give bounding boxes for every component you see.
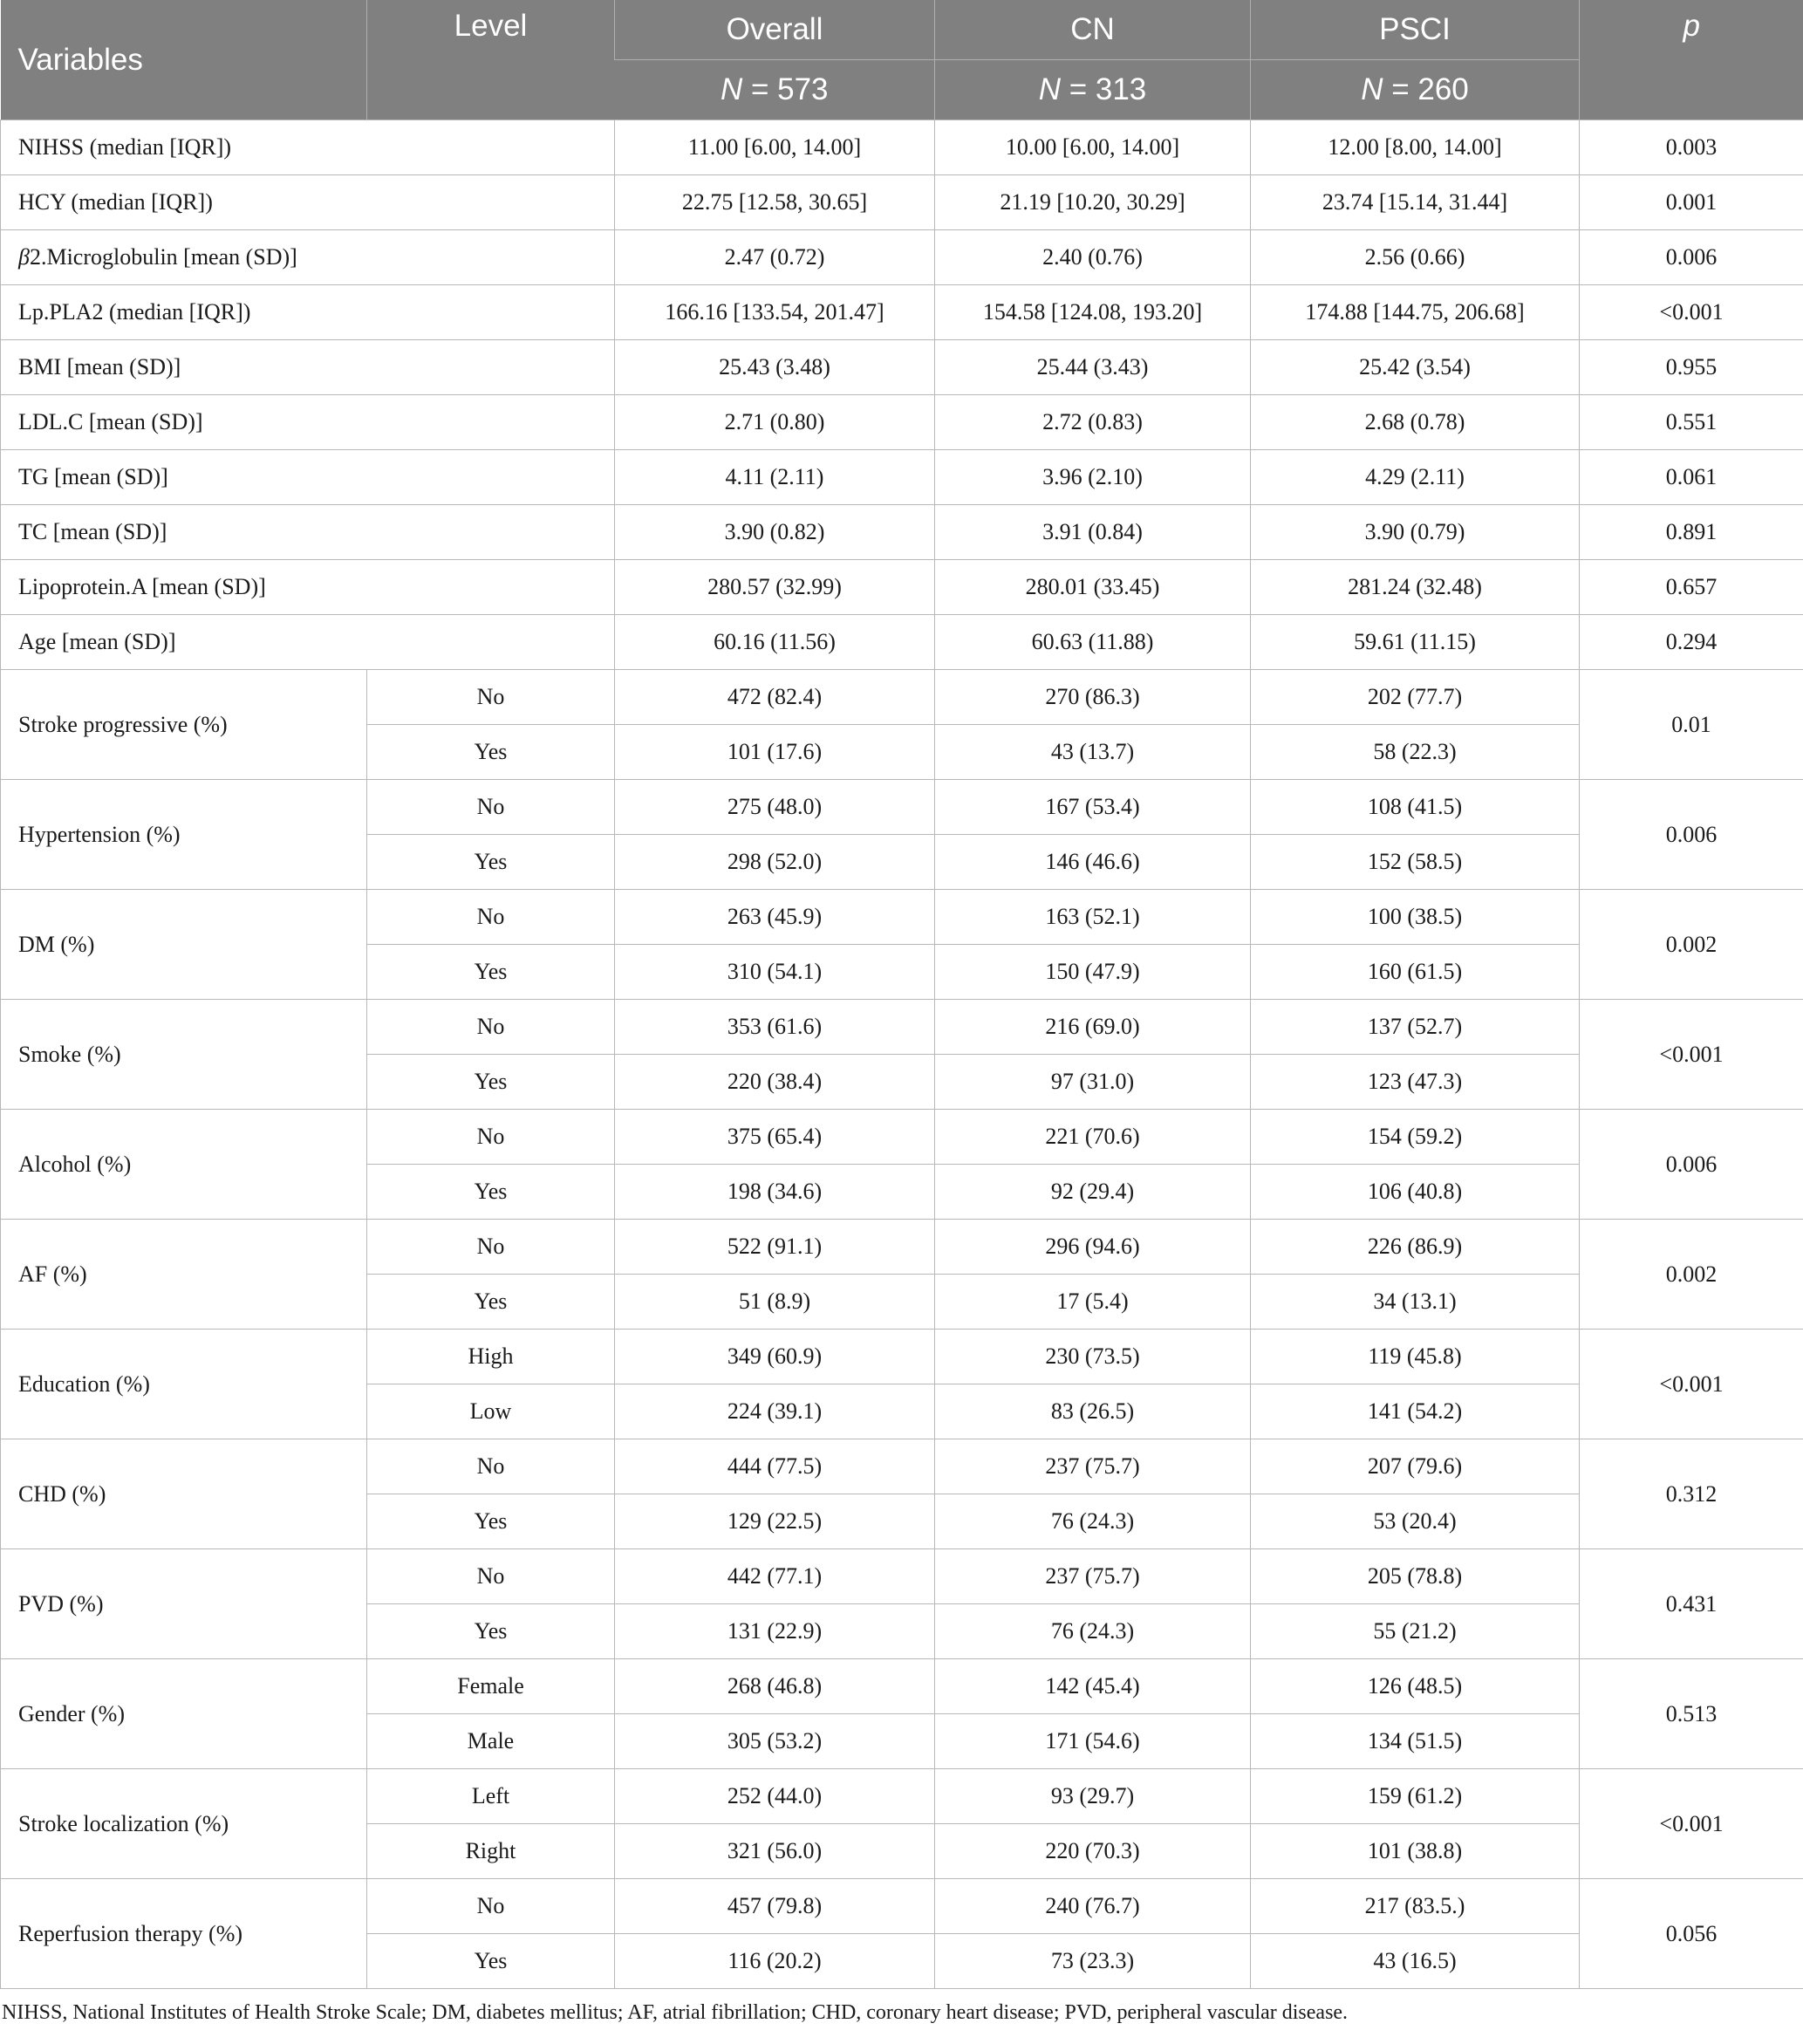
table-row [1, 175, 1803, 230]
table-row [1, 1439, 1803, 1494]
variable-cell [1, 230, 615, 285]
cn-cell: 3.96 (2.10) [935, 450, 1251, 505]
cn-cell: 21.19 [10.20, 30.29] [935, 175, 1251, 230]
variable-cell: Age [mean (SD)] [1, 615, 615, 670]
overall-cell: 522 (91.1) [615, 1220, 935, 1275]
variable-cell: NIHSS (median [IQR]) [1, 120, 615, 175]
table-row [1, 1549, 1803, 1604]
table-footnote: NIHSS, National Institutes of Health Stroke Scale; DM, diabetes mellitus; AF, atrial fibrillation; CHD, coronary heart disease; PVD, peripheral vascular disease. [2, 2001, 1349, 2024]
header-cn: CN [935, 0, 1251, 60]
level-cell: Yes [367, 1165, 615, 1220]
n-label: N [1361, 72, 1383, 106]
variable-cell: PVD (%) [1, 1549, 367, 1659]
n-label: N [1038, 72, 1061, 106]
variable-cell: Lp.PLA2 (median [IQR]) [1, 285, 615, 340]
cn-cell: 73 (23.3) [935, 1934, 1251, 1989]
variable-cell: AF (%) [1, 1220, 367, 1330]
psci-cell: 12.00 [8.00, 14.00] [1251, 120, 1580, 175]
overall-cell: 310 (54.1) [615, 945, 935, 1000]
variable-cell: LDL.C [mean (SD)] [1, 395, 615, 450]
cn-cell: 3.91 (0.84) [935, 505, 1251, 560]
variable-cell: Alcohol (%) [1, 1110, 367, 1220]
table-row [1, 120, 1803, 175]
variable-cell: Stroke progressive (%) [1, 670, 367, 780]
overall-cell: 22.75 [12.58, 30.65] [615, 175, 935, 230]
variable-cell: CHD (%) [1, 1439, 367, 1549]
overall-cell: 457 (79.8) [615, 1879, 935, 1934]
cn-cell: 10.00 [6.00, 14.00] [935, 120, 1251, 175]
n-psci-value: = 260 [1383, 72, 1469, 106]
table-body [1, 120, 1803, 1989]
overall-cell: 349 (60.9) [615, 1330, 935, 1384]
table-row [1, 450, 1803, 505]
p-cell: 0.294 [1580, 615, 1803, 670]
overall-cell: 444 (77.5) [615, 1439, 935, 1494]
level-cell: No [367, 670, 615, 725]
table-row [1, 1769, 1803, 1824]
level-cell: Right [367, 1824, 615, 1879]
header-n-overall [615, 60, 935, 120]
p-cell: 0.056 [1580, 1879, 1803, 1989]
variable-cell: Smoke (%) [1, 1000, 367, 1110]
level-cell: Yes [367, 725, 615, 780]
p-cell: 0.312 [1580, 1439, 1803, 1549]
psci-cell: 3.90 (0.79) [1251, 505, 1580, 560]
psci-cell: 205 (78.8) [1251, 1549, 1580, 1604]
overall-cell: 25.43 (3.48) [615, 340, 935, 395]
header-psci: PSCI [1251, 0, 1580, 60]
overall-cell: 275 (48.0) [615, 780, 935, 835]
p-cell: 0.513 [1580, 1659, 1803, 1769]
overall-cell: 129 (22.5) [615, 1494, 935, 1549]
level-cell: No [367, 1220, 615, 1275]
psci-cell: 2.56 (0.66) [1251, 230, 1580, 285]
overall-cell: 3.90 (0.82) [615, 505, 935, 560]
cn-cell: 25.44 (3.43) [935, 340, 1251, 395]
cn-cell: 93 (29.7) [935, 1769, 1251, 1824]
p-cell: 0.001 [1580, 175, 1803, 230]
overall-cell: 51 (8.9) [615, 1275, 935, 1330]
p-cell: 0.006 [1580, 230, 1803, 285]
table-row [1, 505, 1803, 560]
header-level: Level [367, 0, 615, 120]
overall-cell: 305 (53.2) [615, 1714, 935, 1769]
table-row [1, 1879, 1803, 1934]
cn-cell: 150 (47.9) [935, 945, 1251, 1000]
cn-cell: 280.01 (33.45) [935, 560, 1251, 615]
variable-cell: HCY (median [IQR]) [1, 175, 615, 230]
table-row [1, 615, 1803, 670]
p-cell: 0.551 [1580, 395, 1803, 450]
table-header [1, 0, 1803, 120]
psci-cell: 2.68 (0.78) [1251, 395, 1580, 450]
table-row [1, 1330, 1803, 1384]
overall-cell: 472 (82.4) [615, 670, 935, 725]
level-cell: Yes [367, 1494, 615, 1549]
level-cell: No [367, 1879, 615, 1934]
cn-cell: 17 (5.4) [935, 1275, 1251, 1330]
p-cell: <0.001 [1580, 285, 1803, 340]
table-row [1, 285, 1803, 340]
table-row [1, 780, 1803, 835]
level-cell: Low [367, 1384, 615, 1439]
p-cell: <0.001 [1580, 1000, 1803, 1110]
psci-cell: 4.29 (2.11) [1251, 450, 1580, 505]
table-row [1, 560, 1803, 615]
overall-cell: 280.57 (32.99) [615, 560, 935, 615]
variable-cell: Stroke localization (%) [1, 1769, 367, 1879]
psci-cell: 25.42 (3.54) [1251, 340, 1580, 395]
beta-symbol: β [18, 244, 30, 270]
cn-cell: 171 (54.6) [935, 1714, 1251, 1769]
table-row [1, 890, 1803, 945]
table-row [1, 670, 1803, 725]
p-cell: 0.891 [1580, 505, 1803, 560]
psci-cell: 137 (52.7) [1251, 1000, 1580, 1055]
overall-cell: 131 (22.9) [615, 1604, 935, 1659]
level-cell: Male [367, 1714, 615, 1769]
psci-cell: 106 (40.8) [1251, 1165, 1580, 1220]
level-cell: Yes [367, 945, 615, 1000]
overall-cell: 375 (65.4) [615, 1110, 935, 1165]
variable-cell: TG [mean (SD)] [1, 450, 615, 505]
level-cell: Yes [367, 1934, 615, 1989]
cn-cell: 76 (24.3) [935, 1604, 1251, 1659]
cn-cell: 216 (69.0) [935, 1000, 1251, 1055]
level-cell: Yes [367, 1275, 615, 1330]
table-row [1, 395, 1803, 450]
variable-cell: Reperfusion therapy (%) [1, 1879, 367, 1989]
level-cell: No [367, 1110, 615, 1165]
n-label: N [720, 72, 743, 106]
p-cell: <0.001 [1580, 1330, 1803, 1439]
psci-cell: 141 (54.2) [1251, 1384, 1580, 1439]
overall-cell: 198 (34.6) [615, 1165, 935, 1220]
overall-cell: 252 (44.0) [615, 1769, 935, 1824]
psci-cell: 53 (20.4) [1251, 1494, 1580, 1549]
psci-cell: 108 (41.5) [1251, 780, 1580, 835]
cn-cell: 167 (53.4) [935, 780, 1251, 835]
level-cell: High [367, 1330, 615, 1384]
p-cell: 0.061 [1580, 450, 1803, 505]
cn-cell: 237 (75.7) [935, 1439, 1251, 1494]
psci-cell: 207 (79.6) [1251, 1439, 1580, 1494]
table-row [1, 1000, 1803, 1055]
cn-cell: 92 (29.4) [935, 1165, 1251, 1220]
psci-cell: 59.61 (11.15) [1251, 615, 1580, 670]
level-cell: Yes [367, 1055, 615, 1110]
variable-cell: DM (%) [1, 890, 367, 1000]
cn-cell: 2.40 (0.76) [935, 230, 1251, 285]
overall-cell: 442 (77.1) [615, 1549, 935, 1604]
psci-cell: 100 (38.5) [1251, 890, 1580, 945]
header-overall: Overall [615, 0, 935, 60]
psci-cell: 43 (16.5) [1251, 1934, 1580, 1989]
n-overall-value: = 573 [742, 72, 829, 106]
header-p [1580, 0, 1803, 120]
overall-cell: 224 (39.1) [615, 1384, 935, 1439]
psci-cell: 126 (48.5) [1251, 1659, 1580, 1714]
level-cell: No [367, 1549, 615, 1604]
variable-cell: BMI [mean (SD)] [1, 340, 615, 395]
psci-cell: 55 (21.2) [1251, 1604, 1580, 1659]
p-cell: 0.657 [1580, 560, 1803, 615]
cn-cell: 220 (70.3) [935, 1824, 1251, 1879]
table-row [1, 230, 1803, 285]
cn-cell: 230 (73.5) [935, 1330, 1251, 1384]
overall-cell: 220 (38.4) [615, 1055, 935, 1110]
level-cell: Yes [367, 1604, 615, 1659]
cn-cell: 237 (75.7) [935, 1549, 1251, 1604]
cn-cell: 240 (76.7) [935, 1879, 1251, 1934]
p-cell: 0.002 [1580, 1220, 1803, 1330]
psci-cell: 217 (83.5.) [1251, 1879, 1580, 1934]
cn-cell: 296 (94.6) [935, 1220, 1251, 1275]
header-p-label: p [1683, 9, 1700, 43]
cn-cell: 146 (46.6) [935, 835, 1251, 890]
overall-cell: 11.00 [6.00, 14.00] [615, 120, 935, 175]
p-cell: 0.01 [1580, 670, 1803, 780]
overall-cell: 268 (46.8) [615, 1659, 935, 1714]
psci-cell: 202 (77.7) [1251, 670, 1580, 725]
n-cn-value: = 313 [1060, 72, 1147, 106]
table-row [1, 340, 1803, 395]
table-row [1, 1220, 1803, 1275]
cn-cell: 142 (45.4) [935, 1659, 1251, 1714]
table-row [1, 1659, 1803, 1714]
psci-cell: 101 (38.8) [1251, 1824, 1580, 1879]
level-cell: Female [367, 1659, 615, 1714]
overall-cell: 60.16 (11.56) [615, 615, 935, 670]
cn-cell: 163 (52.1) [935, 890, 1251, 945]
cn-cell: 221 (70.6) [935, 1110, 1251, 1165]
psci-cell: 159 (61.2) [1251, 1769, 1580, 1824]
overall-cell: 4.11 (2.11) [615, 450, 935, 505]
p-cell: 0.006 [1580, 1110, 1803, 1220]
overall-cell: 2.47 (0.72) [615, 230, 935, 285]
overall-cell: 321 (56.0) [615, 1824, 935, 1879]
overall-cell: 101 (17.6) [615, 725, 935, 780]
psci-cell: 154 (59.2) [1251, 1110, 1580, 1165]
variable-cell: Hypertension (%) [1, 780, 367, 890]
cn-cell: 76 (24.3) [935, 1494, 1251, 1549]
psci-cell: 134 (51.5) [1251, 1714, 1580, 1769]
level-cell: No [367, 890, 615, 945]
psci-cell: 119 (45.8) [1251, 1330, 1580, 1384]
p-cell: 0.431 [1580, 1549, 1803, 1659]
psci-cell: 152 (58.5) [1251, 835, 1580, 890]
cn-cell: 83 (26.5) [935, 1384, 1251, 1439]
psci-cell: 34 (13.1) [1251, 1275, 1580, 1330]
level-cell: No [367, 780, 615, 835]
overall-cell: 2.71 (0.80) [615, 395, 935, 450]
header-n-cn [935, 60, 1251, 120]
cn-cell: 2.72 (0.83) [935, 395, 1251, 450]
header-variables: Variables [1, 0, 367, 120]
overall-cell: 116 (20.2) [615, 1934, 935, 1989]
psci-cell: 123 (47.3) [1251, 1055, 1580, 1110]
overall-cell: 298 (52.0) [615, 835, 935, 890]
level-cell: Yes [367, 835, 615, 890]
p-cell: 0.006 [1580, 780, 1803, 890]
cn-cell: 154.58 [124.08, 193.20] [935, 285, 1251, 340]
cn-cell: 43 (13.7) [935, 725, 1251, 780]
psci-cell: 281.24 (32.48) [1251, 560, 1580, 615]
overall-cell: 166.16 [133.54, 201.47] [615, 285, 935, 340]
p-cell: 0.955 [1580, 340, 1803, 395]
cn-cell: 60.63 (11.88) [935, 615, 1251, 670]
header-n-psci [1251, 60, 1580, 120]
variable-text: 2.Microglobulin [mean (SD)] [29, 244, 297, 270]
p-cell: 0.003 [1580, 120, 1803, 175]
variable-cell: TC [mean (SD)] [1, 505, 615, 560]
level-cell: No [367, 1000, 615, 1055]
psci-cell: 160 (61.5) [1251, 945, 1580, 1000]
table-row [1, 1110, 1803, 1165]
psci-cell: 23.74 [15.14, 31.44] [1251, 175, 1580, 230]
cn-cell: 270 (86.3) [935, 670, 1251, 725]
psci-cell: 174.88 [144.75, 206.68] [1251, 285, 1580, 340]
p-cell: <0.001 [1580, 1769, 1803, 1879]
cn-cell: 97 (31.0) [935, 1055, 1251, 1110]
overall-cell: 263 (45.9) [615, 890, 935, 945]
psci-cell: 58 (22.3) [1251, 725, 1580, 780]
variable-cell: Lipoprotein.A [mean (SD)] [1, 560, 615, 615]
p-cell: 0.002 [1580, 890, 1803, 1000]
variable-cell: Gender (%) [1, 1659, 367, 1769]
variable-cell: Education (%) [1, 1330, 367, 1439]
level-cell: No [367, 1439, 615, 1494]
header-row-1 [1, 0, 1803, 60]
psci-cell: 226 (86.9) [1251, 1220, 1580, 1275]
overall-cell: 353 (61.6) [615, 1000, 935, 1055]
level-cell: Left [367, 1769, 615, 1824]
